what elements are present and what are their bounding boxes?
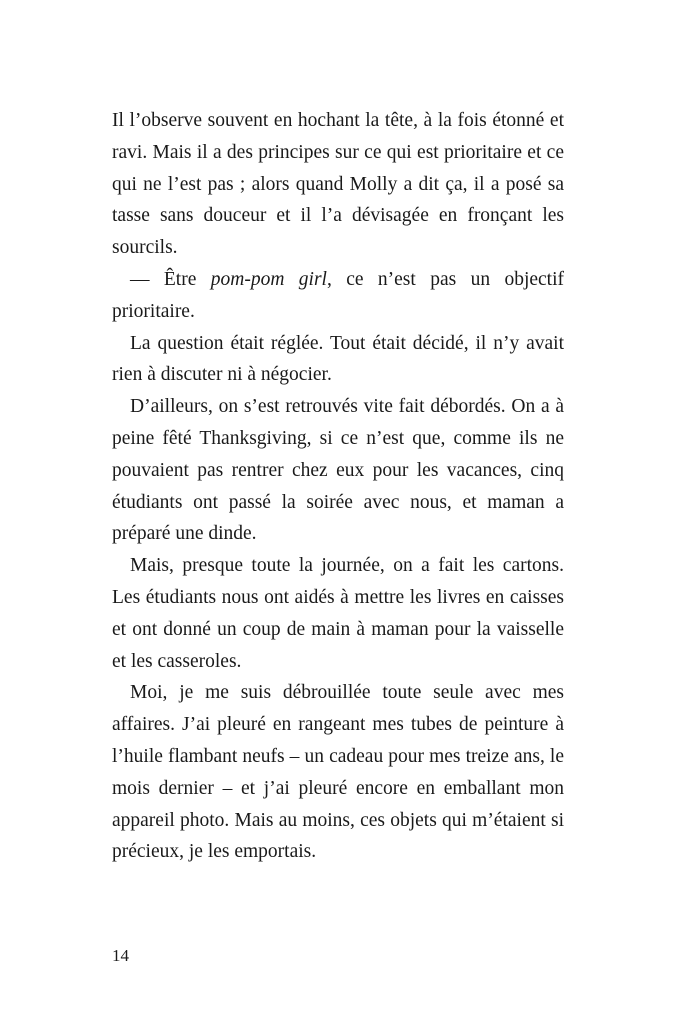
paragraph-6: Moi, je me suis débrouillée toute seule avec mes affaires. J’ai pleuré en rangeant mes tubes de peinture à l’huile flambant neufs – un cadeau pour mes treize ans, le mois dernier – et j’ai pleuré encore en emballant mon appareil photo. Mais au moins, ces objets qui m’étaient si précieux, je les emportais. [112,682,564,863]
dialogue-after-text: , ce n’est pas un objectif prioritaire. [112,268,565,322]
dialogue-dash-text: — Être [130,268,211,290]
paragraph-1: Il l’observe souvent en hochant la tête, à la fois étonné et ravi. Mais il a des principes sur ce qui est prioritaire et ce qui ne l’est pas ; alors quand Molly a dit ça, il a posé sa tasse sans douceur et il l’a dévisagée en fronçant les sourcils. [112,110,564,259]
page-number: 14 [112,946,129,965]
dialogue-paragraph [112,264,564,328]
paragraph-4: D’ailleurs, on s’est retrouvés vite fait débordés. On a à peine fêté Thanksgiving, si ce n’est que, comme ils ne pouvaient pas rentrer chez eux pour les vacances, cinq étudiants ont passé la soirée avec nous, et maman a préparé une dinde. [112,396,564,545]
paragraph-5: Mais, presque toute la journée, on a fait les cartons. Les étudiants nous ont aidés à mettre les livres en caisses et ont donné un coup de main à maman pour la vaisselle et les casseroles. [112,555,564,672]
paragraph-3: La question était réglée. Tout était décidé, il n’y avait rien à discuter ni à négocier. [112,332,564,386]
dialogue-italic-text: pom-pom girl [210,268,327,290]
page-body-text [112,105,564,868]
